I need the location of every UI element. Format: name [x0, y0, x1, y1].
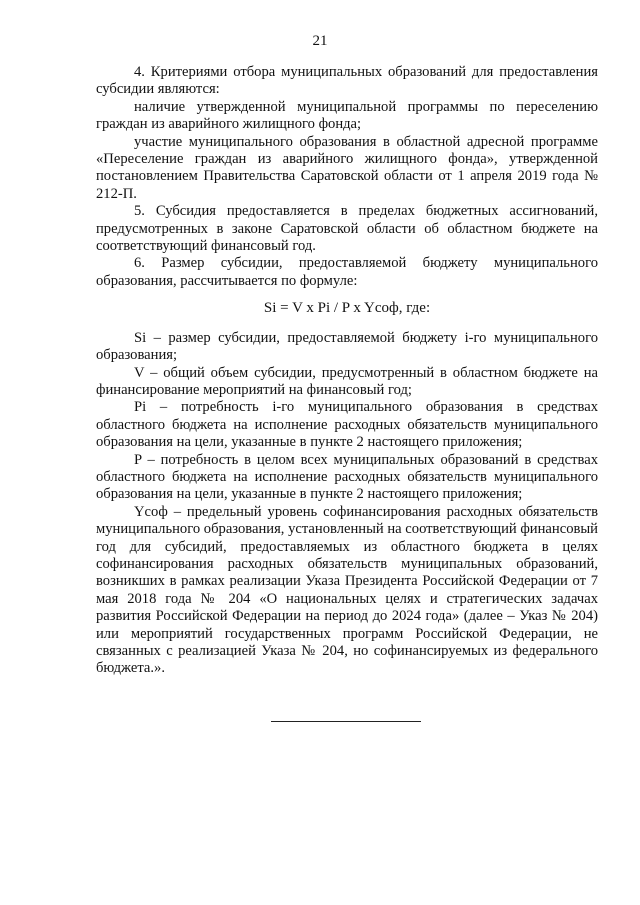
paragraph-subsidy-limits: 5. Субсидия предоставляется в пределах бюджетных ассигнований, предусмотренных в законе Саратовской области об областном бюджете на соответствующий финансовый год.: [96, 203, 598, 255]
page-number: 21: [312, 33, 328, 49]
definition-v: V – общий объем субсидии, предусмотренный в областном бюджете на финансирование мероприятий на финансовый год;: [96, 364, 598, 398]
document-body: [96, 64, 598, 678]
paragraph-program: наличие утвержденной муниципальной программы по переселению граждан из аварийного жилищного фонда;: [96, 98, 598, 133]
definition-si: Si – размер субсидии, предоставляемой бюджету i-го муниципального образования;: [96, 329, 598, 364]
paragraph-participation: участие муниципального образования в областной адресной программе «Переселение граждан из аварийного жилищного фонда», утвержденной постановлением Правительства Саратовской области от 1 апреля 2019 года № 212-П.: [96, 133, 598, 202]
formula: Si = V x Pi / P x Yсоф, где:: [263, 300, 431, 317]
paragraph-subsidy-size: 6. Размер субсидии, предоставляемой бюджету муниципального образования, рассчитывается по формуле:: [96, 255, 598, 289]
end-divider: [271, 721, 421, 722]
definition-pi: Pi – потребность i-го муниципального образования в средствах областного бюджета на исполнение расходных обязательств муниципального образования на цели, указанные в пункте 2 настоящего приложения;: [96, 399, 598, 451]
paragraph-criteria: 4. Критериями отбора муниципальных образований для предоставления субсидии являются:: [96, 64, 598, 98]
definition-p: P – потребность в целом всех муниципальных образований в средствах областного бюджета на исполнение расходных обязательств муниципального образования на цели, указанные в пункте 2 настоящего приложения;: [96, 451, 598, 503]
definition-ysof: Yсоф – предельный уровень софинансирования расходных обязательств муниципального образования, установленный на соответствующий финансовый год для субсидий, предоставляемых из областного бюджета в целях софинансирования расходных обязательств муниципальных образований, возникших в рамках реализации Указа Президента Российской Федерации от 7 мая 2018 года № 204 «О национальных целях и стратегических задачах развития Российской Федерации на период до 2024 года» (далее – Указ № 204) или мероприятий государственных программ Российской Федерации, не связанных с реализацией Указа № 204, но софинансируемых из федерального бюджета.».: [96, 503, 598, 677]
